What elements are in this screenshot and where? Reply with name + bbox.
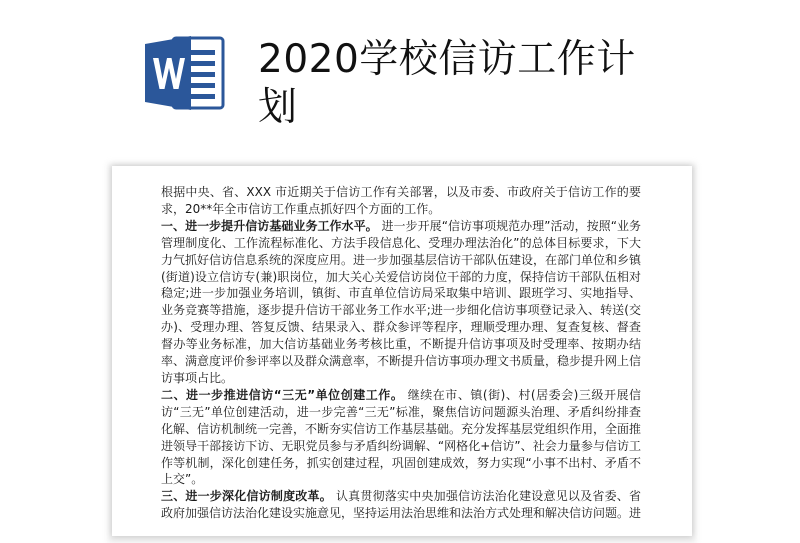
word-document-icon bbox=[143, 32, 227, 114]
section-heading-3: 三、进一步深化信访制度改革。 bbox=[161, 489, 332, 504]
section-paragraph-2 bbox=[161, 387, 641, 488]
intro-paragraph: 根据中央、省、XXX 市近期关于信访工作有关部署，以及市委、市政府关于信访工作的要求，20**年全市信访工作重点抓好四个方面的工作。 bbox=[161, 185, 641, 216]
section-text-1: 进一步开展“信访事项规范办理”活动，按照“业务管理制度化、工作流程标准化、方法手段信息化、受理办理法治化”的总体目标要求，下大力气抓好信访信息系统的深度应用。进一步加强基层信访干部队伍建设，在部门单位和乡镇(街道)设立信访专(兼)职岗位，加大关心关爱信访岗位干部的力度，保持信访干部队伍相对稳定;进一步加强业务培训，镇街、市直单位信访局采取集中培训、跟班学习、实地指导、业务竞赛等措施，逐步提升信访干部业务工作水平;进一步细化信访事项登记录入、转送(交办)、受理办理、答复反馈、结果录入、群众参评等程序，理顺受理办理、复查复核、督查督办等业务标准，加大信访基础业务考核比重，不断提升信访事项及时受理率、按期办结率、满意度评价参评率以及群众满意率，不断提升信访事项办理文书质量，稳步提升网上信访事项占比。 bbox=[161, 218, 642, 385]
header bbox=[0, 0, 800, 160]
document-page bbox=[112, 166, 692, 536]
document-title: 2020学校信访工作计划 bbox=[258, 37, 636, 130]
section-paragraph-3 bbox=[161, 488, 641, 522]
section-text-3: 认真贯彻落实中央加强信访法治化建设意见以及省委、省政府加强信访法治化建设实施意见，坚持运用法治思维和法治方式处理和解决信访问题。进 bbox=[161, 489, 642, 521]
document-body bbox=[161, 184, 641, 522]
section-paragraph-1 bbox=[161, 218, 641, 387]
section-heading-1: 一、进一步提升信访基础业务工作水平。 bbox=[161, 218, 378, 233]
section-text-2: 继续在市、镇(街)、村(居委会)三级开展信访“三无”单位创建活动，进一步完善“三无”标准，聚焦信访问题源头治理、矛盾纠纷排查化解、信访机制统一完善，不断夯实信访工作基层基础。充分发挥基层党组织作用，全面推进领导干部接访下访、无职党员参与矛盾纠纷调解、“网格化+信访”、社会力量参与信访工作等机制，深化创建任务，抓实创建过程，巩固创建成效，努力实现“小事不出村、矛盾不上交”。 bbox=[161, 387, 642, 487]
section-heading-2: 二、进一步推进信访“三无”单位创建工作。 bbox=[161, 387, 404, 402]
